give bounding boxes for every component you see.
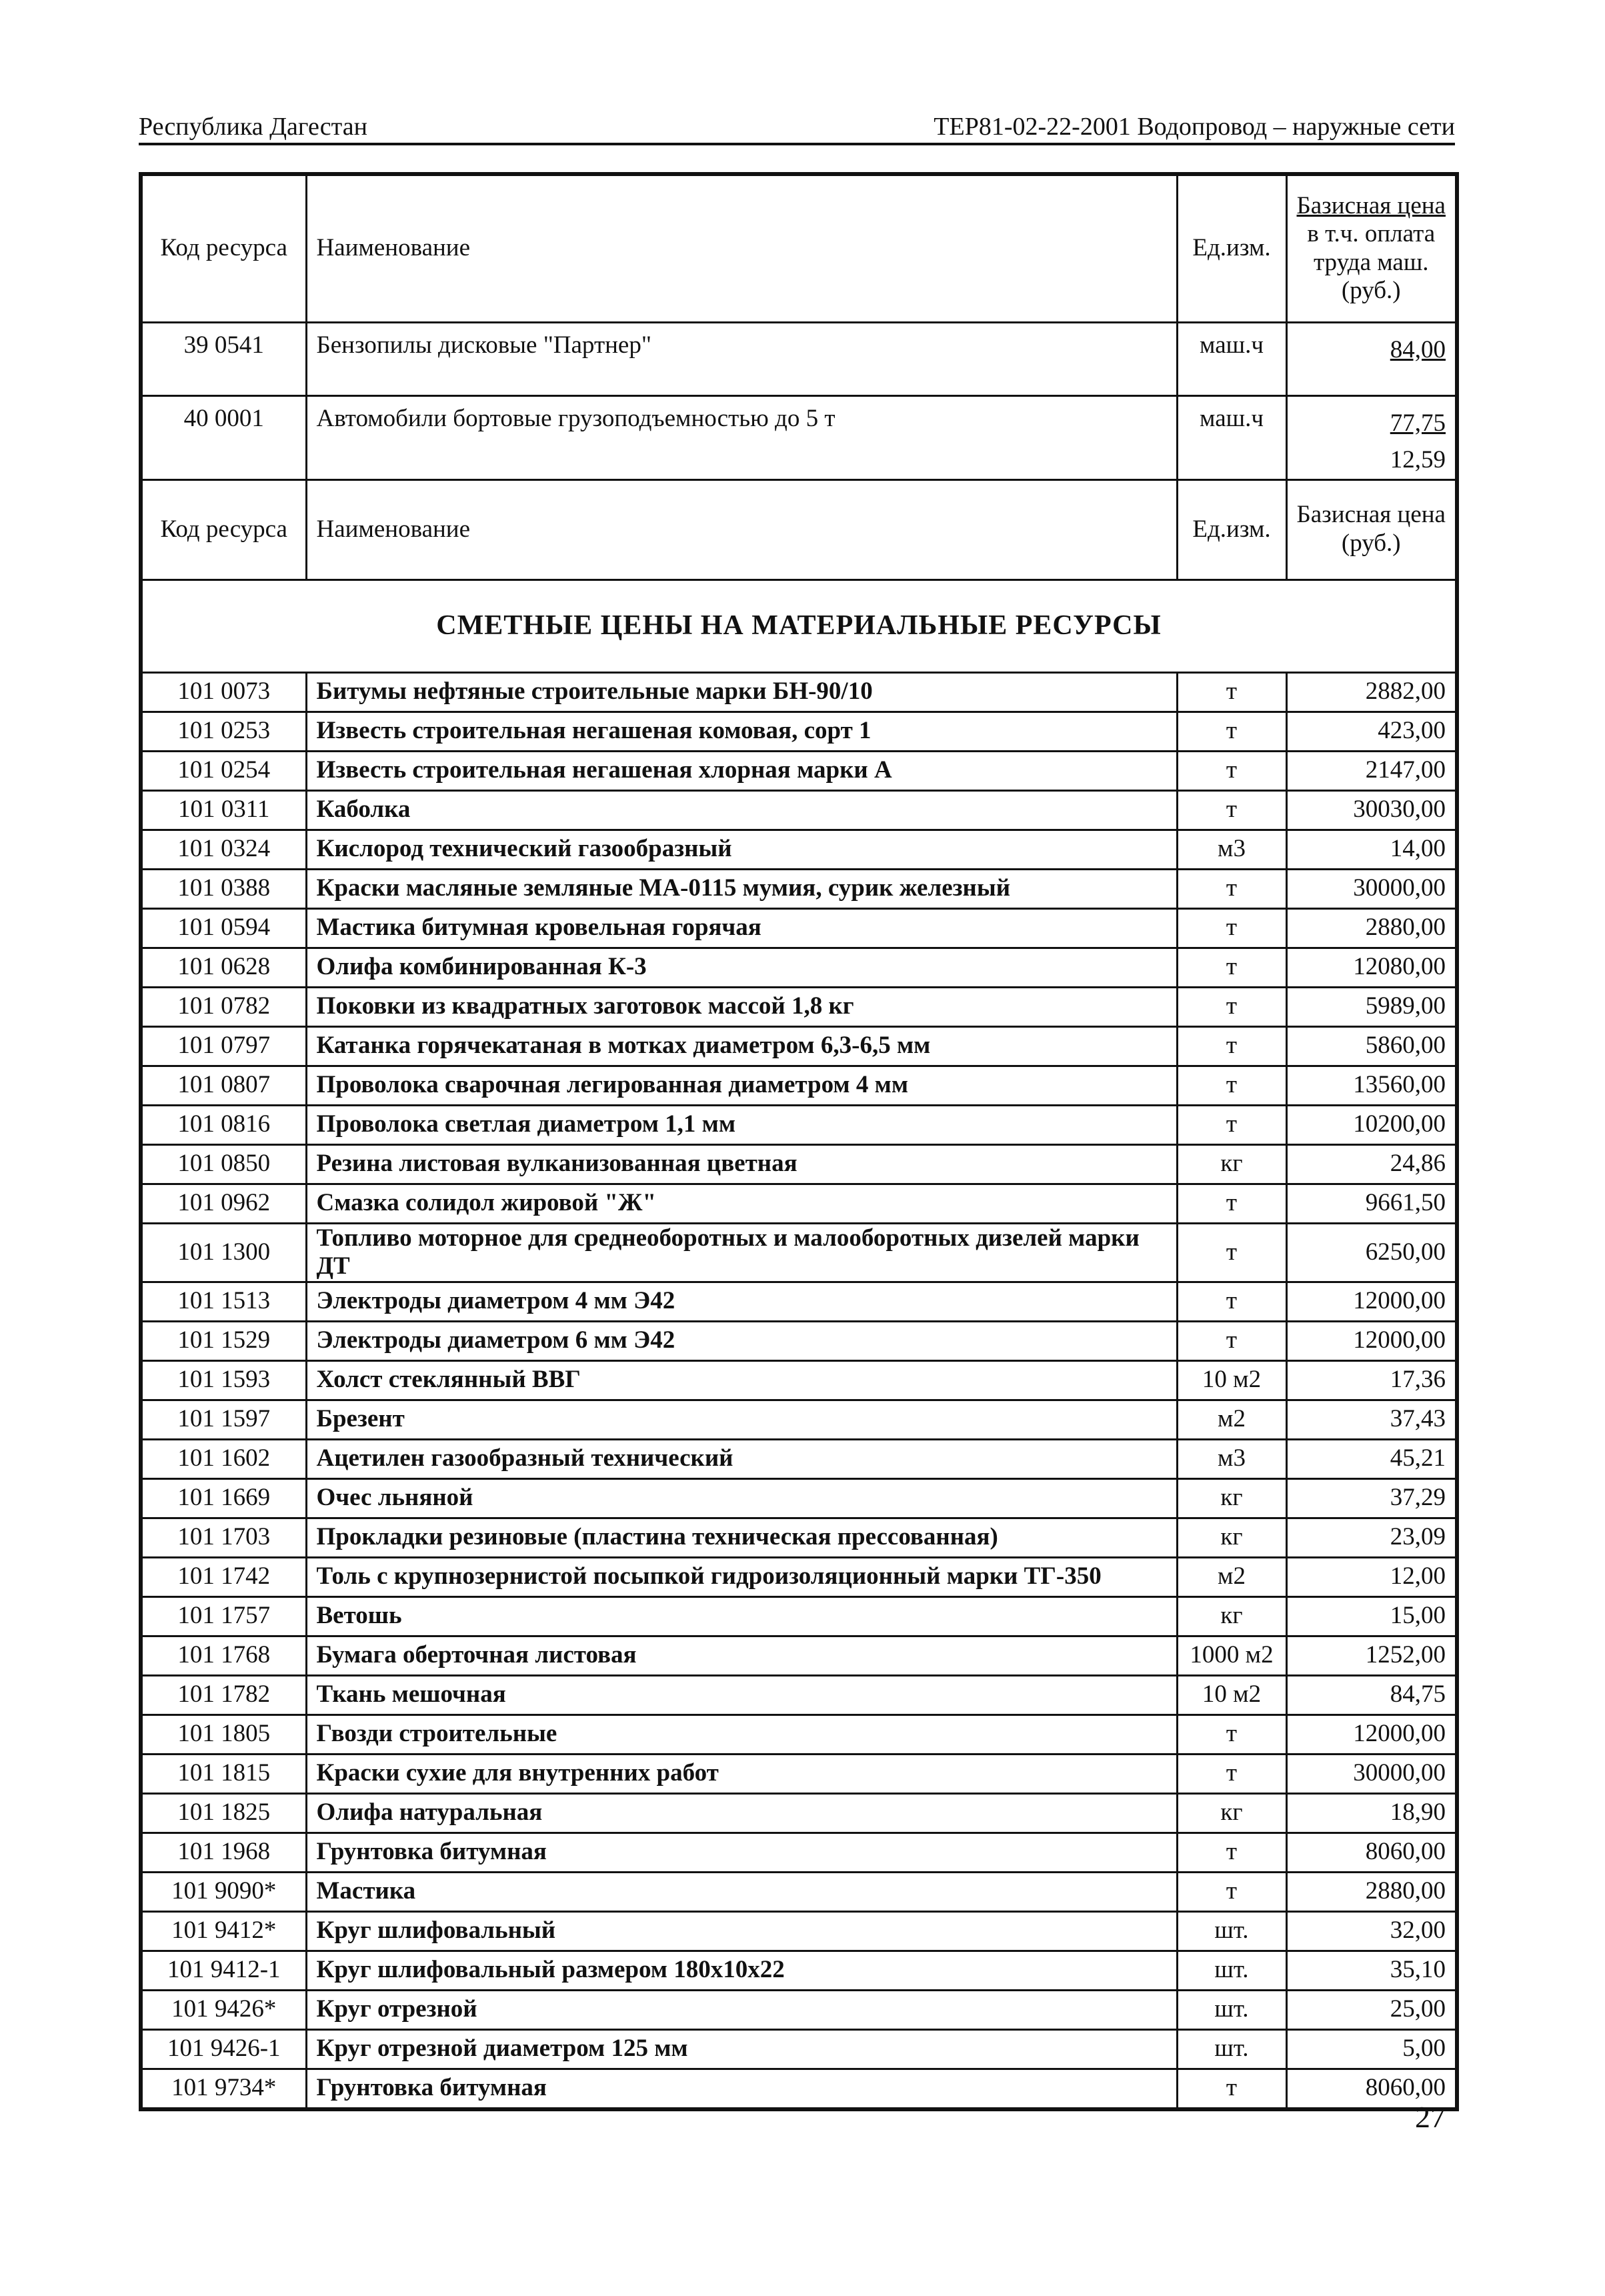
material-code: 101 9426-1 <box>141 2029 306 2069</box>
material-name: Ткань мешочная <box>306 1675 1177 1714</box>
material-price: 10200,00 <box>1286 1105 1457 1144</box>
material-unit: кг <box>1177 1144 1286 1184</box>
material-unit: т <box>1177 1754 1286 1793</box>
material-code: 101 0073 <box>141 672 306 712</box>
header-price <box>1286 174 1457 322</box>
material-code: 101 1968 <box>141 1833 306 1872</box>
material-unit: м3 <box>1177 830 1286 869</box>
material-price: 32,00 <box>1286 1911 1457 1951</box>
material-unit: т <box>1177 712 1286 751</box>
material-unit: т <box>1177 1026 1286 1066</box>
material-row <box>141 1478 1457 1518</box>
material-code: 101 9734* <box>141 2069 306 2109</box>
material-price: 12,00 <box>1286 1557 1457 1596</box>
material-price: 37,43 <box>1286 1400 1457 1439</box>
material-code: 101 0850 <box>141 1144 306 1184</box>
material-code: 101 1782 <box>141 1675 306 1714</box>
machine-labor-price: 12,59 <box>1390 446 1446 473</box>
material-name: Смазка солидол жировой "Ж" <box>306 1184 1177 1223</box>
material-price: 5860,00 <box>1286 1026 1457 1066</box>
material-row <box>141 2069 1457 2109</box>
material-code: 101 1768 <box>141 1636 306 1675</box>
section-title: СМЕТНЫЕ ЦЕНЫ НА МАТЕРИАЛЬНЫЕ РЕСУРСЫ <box>141 580 1457 672</box>
material-code: 101 1529 <box>141 1321 306 1360</box>
material-unit: т <box>1177 1105 1286 1144</box>
material-price: 18,90 <box>1286 1793 1457 1833</box>
material-name: Очес льняной <box>306 1478 1177 1518</box>
material-name: Проволока светлая диаметром 1,1 мм <box>306 1105 1177 1144</box>
material-unit: т <box>1177 1321 1286 1360</box>
material-unit: 10 м2 <box>1177 1360 1286 1400</box>
material-code: 101 0254 <box>141 751 306 790</box>
material-row <box>141 1911 1457 1951</box>
material-code: 101 1513 <box>141 1282 306 1321</box>
material-code: 101 1703 <box>141 1518 306 1557</box>
material-code: 101 1593 <box>141 1360 306 1400</box>
material-unit: м2 <box>1177 1557 1286 1596</box>
material-name: Кислород технический газообразный <box>306 830 1177 869</box>
material-unit: т <box>1177 1833 1286 1872</box>
material-unit: т <box>1177 869 1286 908</box>
header-region: Республика Дагестан <box>139 113 367 141</box>
material-code: 101 1597 <box>141 1400 306 1439</box>
machine-name: Бензопилы дисковые "Партнер" <box>306 322 1177 395</box>
material-price: 30000,00 <box>1286 869 1457 908</box>
material-unit: т <box>1177 1066 1286 1105</box>
material-unit: шт. <box>1177 2029 1286 2069</box>
material-row <box>141 948 1457 987</box>
material-unit: т <box>1177 1714 1286 1754</box>
material-name: Проволока сварочная легированная диаметром 4 мм <box>306 1066 1177 1105</box>
material-row <box>141 1400 1457 1439</box>
material-row <box>141 1105 1457 1144</box>
material-code: 101 1805 <box>141 1714 306 1754</box>
material-unit: т <box>1177 1184 1286 1223</box>
material-row <box>141 1675 1457 1714</box>
page-header <box>139 112 1455 145</box>
material-name: Известь строительная негашеная хлорная марки А <box>306 751 1177 790</box>
material-name: Битумы нефтяные строительные марки БН-90/10 <box>306 672 1177 712</box>
section-row <box>141 580 1457 672</box>
material-row <box>141 1793 1457 1833</box>
material-price: 12080,00 <box>1286 948 1457 987</box>
material-code: 101 0816 <box>141 1105 306 1144</box>
material-unit: т <box>1177 948 1286 987</box>
header-code: Код ресурса <box>141 174 306 322</box>
machine-price-cell <box>1286 395 1457 479</box>
material-row <box>141 1833 1457 1872</box>
header-document-code: ТЕР81-02-22-2001 Водопровод – наружные сети <box>934 113 1455 141</box>
material-code: 101 0797 <box>141 1026 306 1066</box>
material-name: Каболка <box>306 790 1177 830</box>
machine-name: Автомобили бортовые грузоподъемностью до 5 т <box>306 395 1177 479</box>
material-code: 101 0782 <box>141 987 306 1026</box>
material-unit: т <box>1177 987 1286 1026</box>
material-code: 101 9412* <box>141 1911 306 1951</box>
material-name: Ацетилен газообразный технический <box>306 1439 1177 1478</box>
material-price: 6250,00 <box>1286 1223 1457 1282</box>
material-price: 37,29 <box>1286 1478 1457 1518</box>
material-header-code: Код ресурса <box>141 479 306 580</box>
material-unit: кг <box>1177 1596 1286 1636</box>
material-name: Олифа комбинированная К-3 <box>306 948 1177 987</box>
material-row <box>141 1144 1457 1184</box>
machine-price: 77,75 <box>1390 409 1446 437</box>
material-price: 8060,00 <box>1286 1833 1457 1872</box>
material-unit: шт. <box>1177 1911 1286 1951</box>
material-row <box>141 1282 1457 1321</box>
machine-unit: маш.ч <box>1177 322 1286 395</box>
material-price: 2882,00 <box>1286 672 1457 712</box>
material-code: 101 0594 <box>141 908 306 948</box>
material-unit: т <box>1177 2069 1286 2109</box>
machine-row <box>141 395 1457 479</box>
material-name: Холст стеклянный ВВГ <box>306 1360 1177 1400</box>
material-row <box>141 1872 1457 1911</box>
material-price: 23,09 <box>1286 1518 1457 1557</box>
material-unit: т <box>1177 1223 1286 1282</box>
price-table <box>139 172 1459 2111</box>
material-price: 5,00 <box>1286 2029 1457 2069</box>
material-name: Грунтовка битумная <box>306 1833 1177 1872</box>
material-price: 24,86 <box>1286 1144 1457 1184</box>
material-name: Круг отрезной диаметром 125 мм <box>306 2029 1177 2069</box>
material-row <box>141 1990 1457 2029</box>
material-price: 25,00 <box>1286 1990 1457 2029</box>
material-unit: т <box>1177 672 1286 712</box>
material-row <box>141 1184 1457 1223</box>
material-name: Бумага оберточная листовая <box>306 1636 1177 1675</box>
material-code: 101 1757 <box>141 1596 306 1636</box>
machine-row <box>141 322 1457 395</box>
material-name: Круг шлифовальный размером 180х10х22 <box>306 1951 1177 1990</box>
material-code: 101 0807 <box>141 1066 306 1105</box>
material-code: 101 0324 <box>141 830 306 869</box>
material-name: Ветошь <box>306 1596 1177 1636</box>
material-code: 101 1825 <box>141 1793 306 1833</box>
machine-unit: маш.ч <box>1177 395 1286 479</box>
header-price-line1: Базисная цена <box>1296 191 1446 219</box>
machine-price: 84,00 <box>1390 335 1446 363</box>
material-unit: т <box>1177 751 1286 790</box>
material-name: Гвозди строительные <box>306 1714 1177 1754</box>
material-unit: кг <box>1177 1518 1286 1557</box>
header-price-line3: труда маш. <box>1313 248 1429 276</box>
material-row <box>141 1321 1457 1360</box>
material-price: 5989,00 <box>1286 987 1457 1026</box>
material-row <box>141 1026 1457 1066</box>
material-code: 101 0628 <box>141 948 306 987</box>
material-code: 101 1742 <box>141 1557 306 1596</box>
material-unit: т <box>1177 1282 1286 1321</box>
material-row <box>141 1223 1457 1282</box>
material-name: Топливо моторное для среднеоборотных и малооборотных дизелей марки ДТ <box>306 1223 1177 1282</box>
material-price: 9661,50 <box>1286 1184 1457 1223</box>
material-name: Известь строительная негашеная комовая, сорт 1 <box>306 712 1177 751</box>
material-price: 15,00 <box>1286 1596 1457 1636</box>
material-row <box>141 1360 1457 1400</box>
machine-header-row <box>141 174 1457 322</box>
material-price: 1252,00 <box>1286 1636 1457 1675</box>
material-row <box>141 1066 1457 1105</box>
material-unit: шт. <box>1177 1951 1286 1990</box>
material-row <box>141 908 1457 948</box>
material-unit: м2 <box>1177 1400 1286 1439</box>
material-unit: шт. <box>1177 1990 1286 2029</box>
material-name: Прокладки резиновые (пластина техническая прессованная) <box>306 1518 1177 1557</box>
material-name: Олифа натуральная <box>306 1793 1177 1833</box>
material-row <box>141 1714 1457 1754</box>
material-price: 2880,00 <box>1286 1872 1457 1911</box>
material-row <box>141 1951 1457 1990</box>
material-header-price: Базисная цена (руб.) <box>1286 479 1457 580</box>
machine-code: 39 0541 <box>141 322 306 395</box>
material-name: Катанка горячекатаная в мотках диаметром 6,3-6,5 мм <box>306 1026 1177 1066</box>
material-header-row <box>141 479 1457 580</box>
material-price: 13560,00 <box>1286 1066 1457 1105</box>
material-header-unit: Ед.изм. <box>1177 479 1286 580</box>
material-code: 101 0311 <box>141 790 306 830</box>
material-code: 101 9090* <box>141 1872 306 1911</box>
material-name: Брезент <box>306 1400 1177 1439</box>
material-price: 84,75 <box>1286 1675 1457 1714</box>
material-code: 101 9412-1 <box>141 1951 306 1990</box>
material-row <box>141 869 1457 908</box>
material-row <box>141 1636 1457 1675</box>
material-name: Краски масляные земляные МА-0115 мумия, сурик железный <box>306 869 1177 908</box>
material-code: 101 0962 <box>141 1184 306 1223</box>
header-unit: Ед.изм. <box>1177 174 1286 322</box>
material-unit: т <box>1177 790 1286 830</box>
material-name: Мастика <box>306 1872 1177 1911</box>
material-unit: кг <box>1177 1793 1286 1833</box>
material-name: Резина листовая вулканизованная цветная <box>306 1144 1177 1184</box>
material-price: 30030,00 <box>1286 790 1457 830</box>
material-unit: кг <box>1177 1478 1286 1518</box>
material-code: 101 9426* <box>141 1990 306 2029</box>
material-row <box>141 2029 1457 2069</box>
material-row <box>141 1596 1457 1636</box>
material-price: 8060,00 <box>1286 2069 1457 2109</box>
material-price: 35,10 <box>1286 1951 1457 1990</box>
material-row <box>141 672 1457 712</box>
material-price: 30000,00 <box>1286 1754 1457 1793</box>
material-name: Грунтовка битумная <box>306 2069 1177 2109</box>
material-code: 101 0388 <box>141 869 306 908</box>
material-price: 17,36 <box>1286 1360 1457 1400</box>
material-code: 101 1602 <box>141 1439 306 1478</box>
material-unit: 10 м2 <box>1177 1675 1286 1714</box>
page-number: 27 <box>1415 2100 1446 2134</box>
header-name: Наименование <box>306 174 1177 322</box>
material-row <box>141 751 1457 790</box>
material-price: 423,00 <box>1286 712 1457 751</box>
material-unit: т <box>1177 1872 1286 1911</box>
material-row <box>141 790 1457 830</box>
material-unit: т <box>1177 908 1286 948</box>
material-code: 101 1669 <box>141 1478 306 1518</box>
material-price: 45,21 <box>1286 1439 1457 1478</box>
material-name: Краски сухие для внутренних работ <box>306 1754 1177 1793</box>
material-unit: м3 <box>1177 1439 1286 1478</box>
material-price: 12000,00 <box>1286 1714 1457 1754</box>
machine-price-cell <box>1286 322 1457 395</box>
header-price-line4: (руб.) <box>1341 277 1401 305</box>
material-name: Электроды диаметром 6 мм Э42 <box>306 1321 1177 1360</box>
material-name: Толь с крупнозернистой посыпкой гидроизоляционный марки ТГ-350 <box>306 1557 1177 1596</box>
material-code: 101 1300 <box>141 1223 306 1282</box>
material-price: 14,00 <box>1286 830 1457 869</box>
material-header-name: Наименование <box>306 479 1177 580</box>
material-name: Электроды диаметром 4 мм Э42 <box>306 1282 1177 1321</box>
material-row <box>141 1754 1457 1793</box>
material-name: Поковки из квадратных заготовок массой 1,8 кг <box>306 987 1177 1026</box>
machine-code: 40 0001 <box>141 395 306 479</box>
material-price: 2147,00 <box>1286 751 1457 790</box>
material-row <box>141 1439 1457 1478</box>
header-price-line2: в т.ч. оплата <box>1307 220 1436 248</box>
material-unit: 1000 м2 <box>1177 1636 1286 1675</box>
material-row <box>141 987 1457 1026</box>
material-row <box>141 1557 1457 1596</box>
material-code: 101 0253 <box>141 712 306 751</box>
material-row <box>141 712 1457 751</box>
material-row <box>141 1518 1457 1557</box>
material-name: Круг шлифовальный <box>306 1911 1177 1951</box>
material-code: 101 1815 <box>141 1754 306 1793</box>
material-price: 12000,00 <box>1286 1282 1457 1321</box>
material-name: Круг отрезной <box>306 1990 1177 2029</box>
material-row <box>141 830 1457 869</box>
material-price: 12000,00 <box>1286 1321 1457 1360</box>
material-price: 2880,00 <box>1286 908 1457 948</box>
material-name: Мастика битумная кровельная горячая <box>306 908 1177 948</box>
